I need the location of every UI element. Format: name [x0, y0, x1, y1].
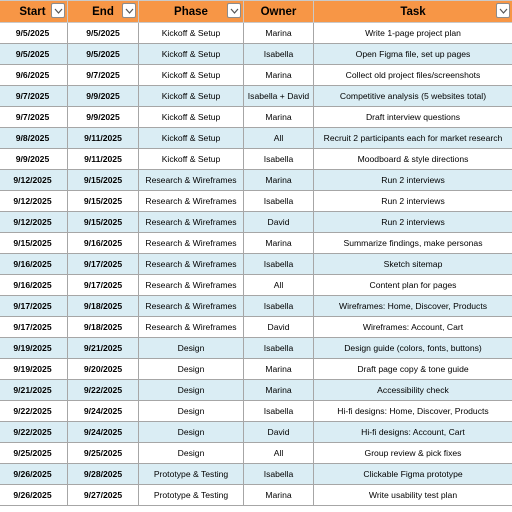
table-row	[0, 23, 512, 44]
cell-task[interactable]: Write 1-page project plan	[314, 23, 512, 44]
table-row	[0, 338, 512, 359]
cell-phase[interactable]: Research & Wireframes	[139, 212, 244, 233]
cell-start[interactable]: 9/16/2025	[0, 254, 68, 275]
cell-end[interactable]: 9/11/2025	[68, 128, 139, 149]
cell-start[interactable]: 9/7/2025	[0, 107, 68, 128]
cell-task[interactable]: Content plan for pages	[314, 275, 512, 296]
cell-start[interactable]: 9/9/2025	[0, 149, 68, 170]
cell-task[interactable]: Collect old project files/screenshots	[314, 65, 512, 86]
cell-end[interactable]: 9/24/2025	[68, 422, 139, 443]
cell-start[interactable]: 9/16/2025	[0, 275, 68, 296]
cell-phase[interactable]: Kickoff & Setup	[139, 86, 244, 107]
cell-task[interactable]: Sketch sitemap	[314, 254, 512, 275]
cell-end[interactable]: 9/27/2025	[68, 485, 139, 506]
cell-task[interactable]: Competitive analysis (5 websites total)	[314, 86, 512, 107]
cell-end[interactable]: 9/9/2025	[68, 86, 139, 107]
cell-start[interactable]: 9/19/2025	[0, 359, 68, 380]
cell-phase[interactable]: Kickoff & Setup	[139, 44, 244, 65]
header-owner-label: Owner	[260, 5, 297, 18]
cell-task[interactable]: Hi-fi designs: Account, Cart	[314, 422, 512, 443]
table-row	[0, 212, 512, 233]
cell-phase[interactable]: Research & Wireframes	[139, 170, 244, 191]
cell-phase[interactable]: Prototype & Testing	[139, 464, 244, 485]
table-row	[0, 191, 512, 212]
cell-phase[interactable]: Research & Wireframes	[139, 254, 244, 275]
table-row	[0, 254, 512, 275]
cell-end[interactable]: 9/28/2025	[68, 464, 139, 485]
cell-phase[interactable]: Research & Wireframes	[139, 191, 244, 212]
table-row	[0, 296, 512, 317]
cell-start[interactable]: 9/17/2025	[0, 317, 68, 338]
table-row	[0, 422, 512, 443]
table-row	[0, 149, 512, 170]
filter-dropdown-icon[interactable]	[227, 3, 241, 18]
cell-owner[interactable]: Isabella	[244, 149, 314, 170]
cell-end[interactable]: 9/17/2025	[68, 254, 139, 275]
cell-phase[interactable]: Kickoff & Setup	[139, 107, 244, 128]
cell-owner[interactable]: Marina	[244, 380, 314, 401]
cell-start[interactable]: 9/6/2025	[0, 65, 68, 86]
header-phase-label: Phase	[174, 5, 208, 18]
cell-end[interactable]: 9/9/2025	[68, 107, 139, 128]
cell-start[interactable]: 9/25/2025	[0, 443, 68, 464]
cell-end[interactable]: 9/18/2025	[68, 296, 139, 317]
cell-owner[interactable]: Isabella	[244, 254, 314, 275]
header-owner[interactable]	[244, 1, 314, 23]
cell-task[interactable]: Open Figma file, set up pages	[314, 44, 512, 65]
cell-owner[interactable]: David	[244, 317, 314, 338]
cell-end[interactable]: 9/24/2025	[68, 401, 139, 422]
cell-owner[interactable]: Isabella	[244, 338, 314, 359]
header-end-label: End	[92, 5, 114, 18]
table-row	[0, 233, 512, 254]
cell-start[interactable]: 9/5/2025	[0, 23, 68, 44]
cell-owner[interactable]: David	[244, 422, 314, 443]
table-row	[0, 170, 512, 191]
cell-phase[interactable]: Design	[139, 401, 244, 422]
cell-start[interactable]: 9/12/2025	[0, 191, 68, 212]
cell-end[interactable]: 9/11/2025	[68, 149, 139, 170]
header-task-label: Task	[400, 5, 426, 18]
cell-owner[interactable]: Marina	[244, 485, 314, 506]
table-row	[0, 317, 512, 338]
cell-owner[interactable]: Isabella + David	[244, 86, 314, 107]
cell-end[interactable]: 9/5/2025	[68, 44, 139, 65]
cell-phase[interactable]: Kickoff & Setup	[139, 65, 244, 86]
cell-start[interactable]: 9/12/2025	[0, 170, 68, 191]
cell-owner[interactable]: Isabella	[244, 464, 314, 485]
cell-owner[interactable]: Marina	[244, 359, 314, 380]
cell-owner[interactable]: Marina	[244, 233, 314, 254]
cell-end[interactable]: 9/7/2025	[68, 65, 139, 86]
cell-phase[interactable]: Design	[139, 380, 244, 401]
cell-owner[interactable]: Isabella	[244, 44, 314, 65]
header-task[interactable]	[314, 1, 512, 23]
cell-start[interactable]: 9/26/2025	[0, 464, 68, 485]
cell-owner[interactable]: Isabella	[244, 191, 314, 212]
cell-owner[interactable]: Isabella	[244, 296, 314, 317]
cell-phase[interactable]: Design	[139, 443, 244, 464]
table-row	[0, 65, 512, 86]
cell-task[interactable]: Wireframes: Account, Cart	[314, 317, 512, 338]
cell-end[interactable]: 9/18/2025	[68, 317, 139, 338]
table-row	[0, 275, 512, 296]
cell-owner[interactable]: All	[244, 275, 314, 296]
table-row	[0, 464, 512, 485]
cell-task[interactable]: Draft interview questions	[314, 107, 512, 128]
cell-owner[interactable]: Isabella	[244, 401, 314, 422]
cell-owner[interactable]: David	[244, 212, 314, 233]
cell-phase[interactable]: Research & Wireframes	[139, 233, 244, 254]
table-row	[0, 380, 512, 401]
cell-end[interactable]: 9/25/2025	[68, 443, 139, 464]
header-start[interactable]	[0, 1, 68, 23]
cell-end[interactable]: 9/22/2025	[68, 380, 139, 401]
cell-start[interactable]: 9/22/2025	[0, 422, 68, 443]
cell-task[interactable]: Design guide (colors, fonts, buttons)	[314, 338, 512, 359]
cell-task[interactable]: Run 2 interviews	[314, 191, 512, 212]
cell-owner[interactable]: All	[244, 128, 314, 149]
filter-dropdown-icon[interactable]	[122, 3, 136, 18]
cell-phase[interactable]: Kickoff & Setup	[139, 149, 244, 170]
cell-phase[interactable]: Kickoff & Setup	[139, 128, 244, 149]
cell-phase[interactable]: Prototype & Testing	[139, 485, 244, 506]
cell-end[interactable]: 9/21/2025	[68, 338, 139, 359]
header-phase[interactable]	[139, 1, 244, 23]
cell-start[interactable]: 9/12/2025	[0, 212, 68, 233]
cell-end[interactable]: 9/15/2025	[68, 212, 139, 233]
cell-task[interactable]: Moodboard & style directions	[314, 149, 512, 170]
table-row	[0, 359, 512, 380]
cell-start[interactable]: 9/22/2025	[0, 401, 68, 422]
cell-phase[interactable]: Research & Wireframes	[139, 296, 244, 317]
table-row	[0, 485, 512, 506]
cell-end[interactable]: 9/20/2025	[68, 359, 139, 380]
cell-start[interactable]: 9/5/2025	[0, 44, 68, 65]
cell-end[interactable]: 9/15/2025	[68, 191, 139, 212]
table-row	[0, 107, 512, 128]
cell-start[interactable]: 9/19/2025	[0, 338, 68, 359]
table-row	[0, 443, 512, 464]
cell-task[interactable]: Clickable Figma prototype	[314, 464, 512, 485]
cell-phase[interactable]: Research & Wireframes	[139, 275, 244, 296]
cell-task[interactable]: Wireframes: Home, Discover, Products	[314, 296, 512, 317]
cell-task[interactable]: Summarize findings, make personas	[314, 233, 512, 254]
cell-start[interactable]: 9/7/2025	[0, 86, 68, 107]
header-end[interactable]	[68, 1, 139, 23]
cell-task[interactable]: Recruit 2 participants each for market research	[314, 128, 512, 149]
cell-end[interactable]: 9/5/2025	[68, 23, 139, 44]
cell-end[interactable]: 9/16/2025	[68, 233, 139, 254]
header-start-label: Start	[19, 5, 46, 18]
cell-end[interactable]: 9/15/2025	[68, 170, 139, 191]
table-row	[0, 44, 512, 65]
cell-owner[interactable]: Marina	[244, 170, 314, 191]
cell-owner[interactable]: Marina	[244, 23, 314, 44]
cell-task[interactable]: Run 2 interviews	[314, 212, 512, 233]
filter-dropdown-icon[interactable]	[51, 3, 65, 18]
table-row	[0, 128, 512, 149]
cell-task[interactable]: Run 2 interviews	[314, 170, 512, 191]
cell-owner[interactable]: Marina	[244, 107, 314, 128]
cell-phase[interactable]: Design	[139, 338, 244, 359]
filter-dropdown-icon[interactable]	[496, 3, 510, 18]
cell-phase[interactable]: Research & Wireframes	[139, 317, 244, 338]
cell-task[interactable]: Accessibility check	[314, 380, 512, 401]
cell-task[interactable]: Hi-fi designs: Home, Discover, Products	[314, 401, 512, 422]
table-row	[0, 86, 512, 107]
cell-phase[interactable]: Design	[139, 359, 244, 380]
cell-start[interactable]: 9/21/2025	[0, 380, 68, 401]
cell-task[interactable]: Group review & pick fixes	[314, 443, 512, 464]
header-row	[0, 1, 512, 23]
cell-owner[interactable]: All	[244, 443, 314, 464]
cell-phase[interactable]: Design	[139, 422, 244, 443]
cell-start[interactable]: 9/15/2025	[0, 233, 68, 254]
cell-phase[interactable]: Kickoff & Setup	[139, 23, 244, 44]
cell-start[interactable]: 9/8/2025	[0, 128, 68, 149]
cell-start[interactable]: 9/17/2025	[0, 296, 68, 317]
cell-start[interactable]: 9/26/2025	[0, 485, 68, 506]
cell-end[interactable]: 9/17/2025	[68, 275, 139, 296]
cell-task[interactable]: Write usability test plan	[314, 485, 512, 506]
cell-task[interactable]: Draft page copy & tone guide	[314, 359, 512, 380]
table-row	[0, 401, 512, 422]
cell-owner[interactable]: Marina	[244, 65, 314, 86]
